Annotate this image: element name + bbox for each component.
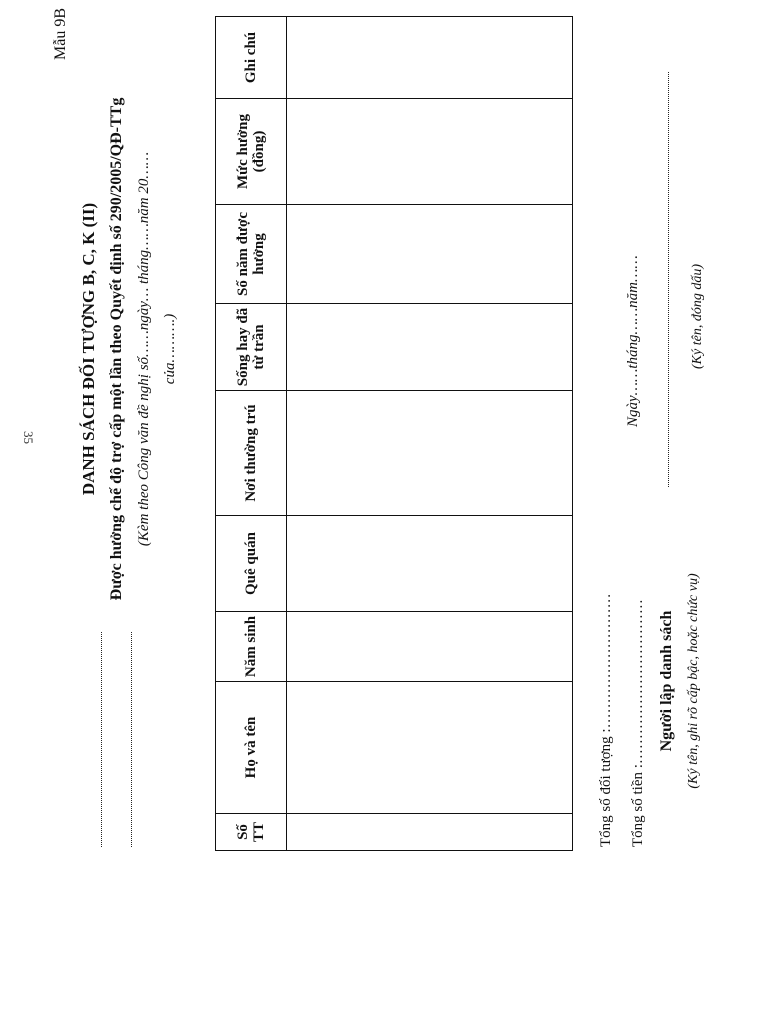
- document-note-line-1: (Kèm theo Công văn đề nghị số……ngày… tháng……năm 20……: [136, 151, 152, 547]
- agency-line-2: [131, 632, 132, 847]
- agency-line-1: [101, 632, 102, 847]
- table-cell[interactable]: [287, 205, 573, 304]
- col-header-years: Số năm được hưởng: [216, 205, 287, 304]
- table-cell[interactable]: [287, 516, 573, 612]
- table-row: [287, 17, 573, 851]
- signature-line: [668, 72, 669, 487]
- col-header-stt: Số TT: [216, 814, 287, 851]
- preparer-hint: (Ký tên, ghi rõ cấp bậc, hoặc chức vụ): [686, 573, 701, 789]
- total-subjects: Tổng số đối tượng :………………………: [598, 593, 614, 847]
- title-block: [78, 39, 180, 659]
- preparer-title: Người lập danh sách: [658, 610, 675, 752]
- col-header-residence: Nơi thường trú: [216, 391, 287, 516]
- date-line: Ngày……tháng……năm……: [625, 255, 641, 427]
- col-header-amount: Mức hưởng (đồng): [216, 99, 287, 205]
- document-title: DANH SÁCH ĐỐI TƯỢNG B, C, K (II): [79, 202, 98, 496]
- col-header-birth-year: Năm sinh: [216, 612, 287, 682]
- beneficiary-table: [215, 16, 573, 851]
- table-cell[interactable]: [287, 304, 573, 391]
- preparer-block: [658, 521, 702, 841]
- col-header-name: Họ và tên: [216, 682, 287, 814]
- table-cell[interactable]: [287, 682, 573, 814]
- col-header-hometown: Quê quán: [216, 516, 287, 612]
- page-number: 35: [21, 431, 36, 444]
- table-cell[interactable]: [287, 814, 573, 851]
- table-cell[interactable]: [287, 99, 573, 205]
- table-cell[interactable]: [287, 17, 573, 99]
- form-code: Mẫu 9B: [52, 8, 69, 60]
- table-header-row: [216, 17, 287, 851]
- document-subtitle: Được hưởng chế độ trợ cấp một lần theo Quyết định số 290/2005/QĐ-TTg: [108, 97, 125, 601]
- total-money: Tổng số tiền :……………………………: [630, 599, 646, 847]
- document-note-line-2: của……….): [162, 313, 178, 385]
- table-cell[interactable]: [287, 612, 573, 682]
- col-header-notes: Ghi chú: [216, 17, 287, 99]
- col-header-alive-status: Sống hay đã từ trần: [216, 304, 287, 391]
- table-cell[interactable]: [287, 391, 573, 516]
- signature-hint: (Ký tên, đóng dấu): [690, 264, 705, 369]
